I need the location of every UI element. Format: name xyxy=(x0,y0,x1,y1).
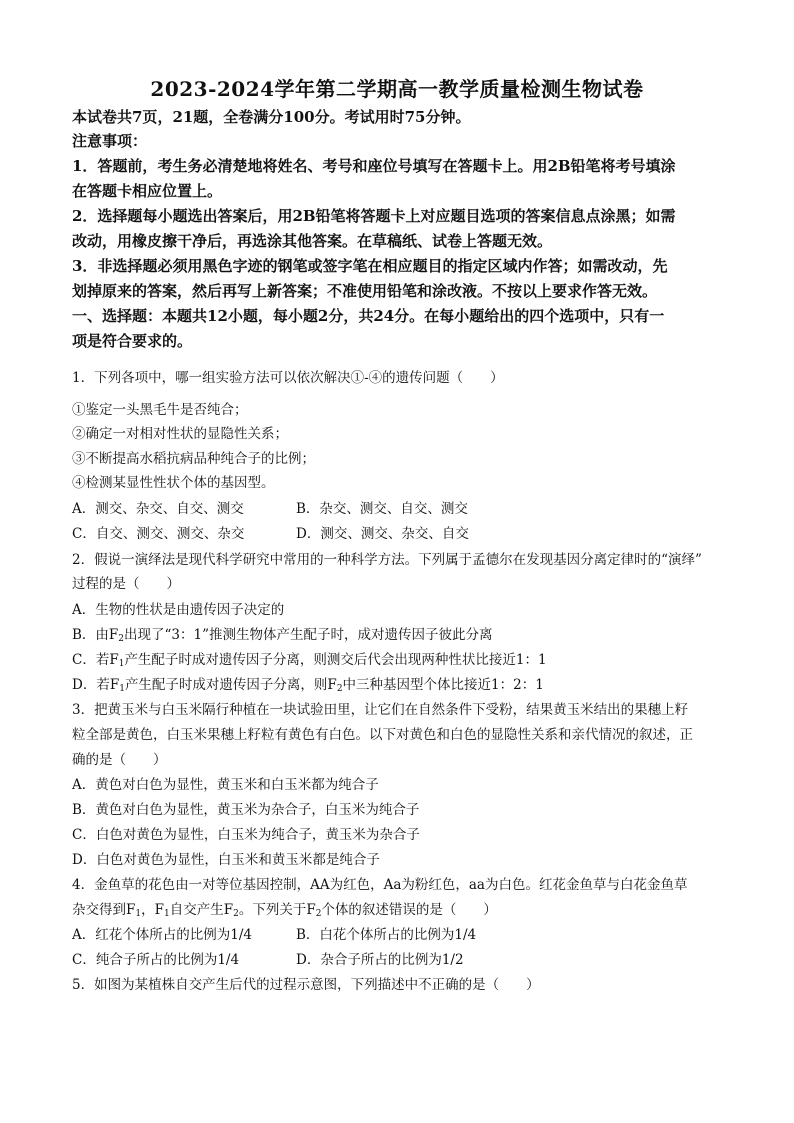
question-2-option-c xyxy=(72,648,547,668)
question-3-stem: 确的是（ ） xyxy=(72,752,167,768)
q4-text: ，F xyxy=(141,902,164,918)
q2d-mid: 产生配子时成对遗传因子分离，则F xyxy=(124,677,337,693)
q2c-post: 产生配子时成对遗传因子分离，则测交后代会出现两种性状比接近1：1 xyxy=(124,652,547,668)
question-3-option-d: D．白色对黄色为显性，白玉米和黄玉米都是纯合子 xyxy=(72,852,380,868)
question-2-option-b xyxy=(72,623,493,643)
question-4-option-b: B．白花个体所占的比例为1/4 xyxy=(296,927,477,943)
section-heading: 一、选择题：本题共12小题，每小题2分，共24分。在每小题给出的四个选项中，只有一 xyxy=(72,307,665,325)
question-3-option-b: B．黄色对白色为显性，黄玉米为杂合子，白玉米为纯合子 xyxy=(72,802,420,818)
q4-text: 杂交得到F xyxy=(72,902,136,918)
subscript: 2 xyxy=(336,684,343,694)
question-1-item: ③不断提高水稻抗病品种纯合子的比例； xyxy=(72,451,315,467)
notice-line: 3．非选择题必须用黑色字迹的钢笔或签字笔在相应题目的指定区域内作答；如需改动，先 xyxy=(72,257,668,275)
subscript: 1 xyxy=(135,909,142,919)
exam-title: 2023-2024学年第二学期高一教学质量检测生物试卷 xyxy=(150,77,644,101)
subscript: 1 xyxy=(163,909,170,919)
notice-line: 划掉原来的答案，然后再写上新答案；不准使用铅笔和涂改液。不按以上要求作答无效。 xyxy=(72,282,658,300)
question-2-option-a: A．生物的性状是由遗传因子决定的 xyxy=(72,602,285,618)
question-4-stem: 4．金鱼草的花色由一对等位基因控制，AA为红色，Aa为粉红色，aa为白色。红花金鱼草与白花金鱼草 xyxy=(72,877,688,893)
section-heading: 项是符合要求的。 xyxy=(72,332,193,350)
exam-intro: 本试卷共7页，21题，全卷满分100分。考试用时75分钟。 xyxy=(72,108,471,126)
question-3-stem: 粒全部是黄色，白玉米果穗上籽粒有黄色有白色。以下对黄色和白色的显隐性关系和亲代情况的叙述，正 xyxy=(72,727,693,743)
notice-heading: 注意事项： xyxy=(72,132,148,150)
subscript: 2 xyxy=(233,909,239,919)
question-1-item: ④检测某显性性状个体的基因型。 xyxy=(72,475,275,491)
question-1-item: ②确定一对相对性状的显隐性关系； xyxy=(72,426,288,442)
q2d-pre: D．若F xyxy=(72,677,120,693)
question-1-option-c: C．自交、测交、测交、杂交 xyxy=(72,526,245,542)
notice-line: 改动，用橡皮擦干净后，再选涂其他答案。在草稿纸、试卷上答题无效。 xyxy=(72,232,553,250)
q2b-pre: B．由F xyxy=(72,627,119,643)
question-1-option-b: B．杂交、测交、自交、测交 xyxy=(296,501,468,517)
question-4-option-c: C．纯合子所占的比例为1/4 xyxy=(72,952,240,968)
q2c-pre: C．若F xyxy=(72,652,119,668)
question-1-item: ①鉴定一头黑毛牛是否纯合； xyxy=(72,402,248,418)
question-2-stem: 2．假说一演绎法是现代科学研究中常用的一种科学方法。下列属于孟德尔在发现基因分离定律时的“演绎” xyxy=(72,552,702,568)
q4-text: 个体的叙述错误的是（ ） xyxy=(321,902,497,918)
q2b-post: 出现了“3：1”推测生物体产生配子时，成对遗传因子彼此分离 xyxy=(124,627,493,643)
subscript: 2 xyxy=(315,909,322,919)
question-1-option-d: D．测交、测交、杂交、自交 xyxy=(296,526,469,542)
question-2-stem: 过程的是（ ） xyxy=(72,576,180,592)
notice-line: 在答题卡相应位置上。 xyxy=(72,182,223,200)
question-3-stem: 3．把黄玉米与白玉米隔行种植在一块试验田里，让它们在自然条件下受粉，结果黄玉米结出的果穗上籽 xyxy=(72,702,689,718)
q4-text: 自交产生F xyxy=(169,902,234,918)
question-4-stem xyxy=(72,898,497,918)
question-1-stem: 1．下列各项中，哪一组实验方法可以依次解决①-④的遗传问题（ ） xyxy=(72,370,504,386)
q2d-post: 中三种基因型个体比接近1：2：1 xyxy=(342,677,544,693)
question-5-stem: 5．如图为某植株自交产生后代的过程示意图，下列描述中不正确的是（ ） xyxy=(72,977,540,993)
notice-line: 1．答题前，考生务必清楚地将姓名、考号和座位号填写在答题卡上。用2B铅笔将考号填涂 xyxy=(72,157,676,175)
subscript: 1 xyxy=(118,659,125,669)
question-4-option-a: A．红花个体所占的比例为1/4 xyxy=(72,927,252,943)
question-1-option-a: A．测交、杂交、自交、测交 xyxy=(72,501,244,517)
question-2-option-d xyxy=(72,673,544,693)
subscript: 2 xyxy=(118,634,125,644)
subscript: 1 xyxy=(119,684,125,694)
q4-text: 。下列关于F xyxy=(238,902,316,918)
question-3-option-c: C．白色对黄色为显性，白玉米为纯合子，黄玉米为杂合子 xyxy=(72,827,420,843)
question-3-option-a: A．黄色对白色为显性，黄玉米和白玉米都为纯合子 xyxy=(72,777,379,793)
question-4-option-d: D．杂合子所占的比例为1/2 xyxy=(296,952,464,968)
notice-line: 2．选择题每小题选出答案后，用2B铅笔将答题卡上对应题目选项的答案信息点涂黑；如需 xyxy=(72,207,676,225)
